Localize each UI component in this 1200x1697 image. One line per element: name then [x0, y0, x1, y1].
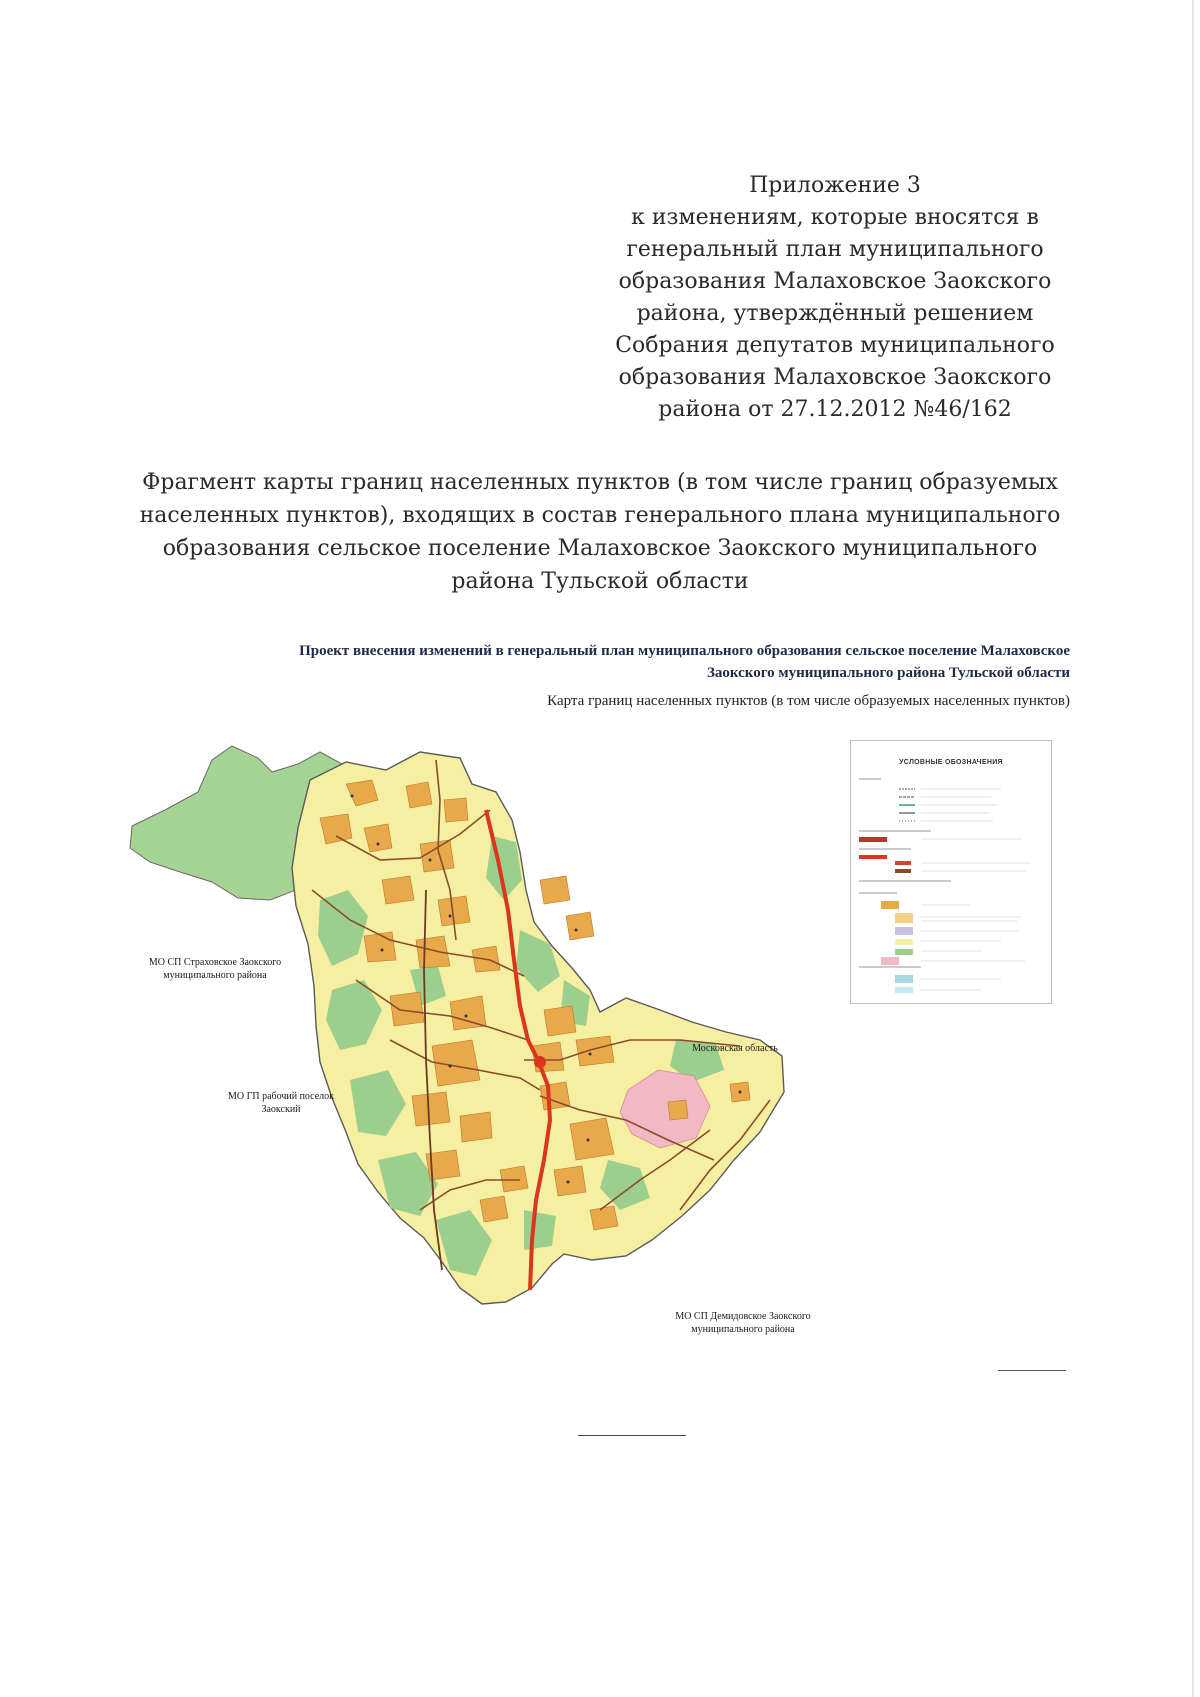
signature-dash	[998, 1370, 1066, 1371]
map-header	[150, 640, 1070, 712]
fragment-title-line: образования сельское поселение Малаховское Заокского муниципального	[162, 536, 1038, 561]
appendix-block	[595, 170, 1075, 426]
legend-graphics	[851, 741, 1051, 1003]
settlement	[668, 1100, 688, 1120]
forest-patch	[524, 1210, 556, 1250]
legend-swatch	[859, 855, 887, 859]
highway-junction	[534, 1056, 546, 1068]
settlement	[382, 876, 414, 904]
legend-swatch	[895, 975, 913, 983]
settlement	[412, 1092, 450, 1126]
settlement-marker	[465, 1015, 468, 1018]
closing-rule	[578, 1435, 686, 1436]
fragment-title	[110, 466, 1090, 598]
appendix-line: образования Малаховское Заокского	[618, 365, 1052, 390]
legend-swatch	[895, 869, 911, 873]
legend-swatch	[895, 927, 913, 935]
settlement	[390, 992, 424, 1026]
appendix-line: генеральный план муниципального	[626, 237, 1044, 262]
appendix-line: образования Малаховское Заокского	[618, 269, 1052, 294]
map-figure	[120, 740, 840, 1360]
label-demidovskoe: МО СП Демидовское Заокского муниципального района	[675, 1311, 811, 1335]
settlement	[570, 1118, 614, 1160]
appendix-line: района от 27.12.2012 №46/162	[658, 397, 1012, 422]
project-title-line-1: Проект внесения изменений в генеральный план муниципального образования сельское поселение Малаховское	[299, 643, 1070, 659]
appendix-line: Приложение 3	[749, 173, 921, 198]
settlement-marker	[377, 843, 380, 846]
appendix-line: Собрания депутатов муниципального	[615, 333, 1055, 358]
settlement	[566, 912, 594, 940]
appendix-line: к изменениям, которые вносятся в	[631, 205, 1039, 230]
settlement	[460, 1112, 492, 1142]
settlement-marker	[567, 1181, 570, 1184]
settlement	[540, 1082, 570, 1110]
fragment-title-line: Фрагмент карты границ населенных пунктов (в том числе границ образуемых	[142, 470, 1058, 495]
legend-description-lines	[921, 839, 1031, 990]
legend-swatch	[895, 949, 913, 955]
appendix-line: района, утверждённый решением	[636, 301, 1034, 326]
map-subtitle: Карта границ населенных пунктов (в том числе образуемых населенных пунктов)	[547, 693, 1070, 709]
settlement	[554, 1166, 586, 1196]
map-legend	[850, 740, 1052, 1004]
settlement-marker	[575, 929, 578, 932]
legend-title: УСЛОВНЫЕ ОБОЗНАЧЕНИЯ	[899, 759, 1003, 766]
settlement-marker	[587, 1139, 590, 1142]
legend-swatch	[895, 861, 911, 865]
settlement-marker	[351, 795, 354, 798]
label-moscow-region: Московская область	[692, 1043, 778, 1054]
settlement	[576, 1036, 614, 1066]
settlement	[364, 932, 396, 962]
legend-swatch	[881, 901, 899, 909]
settlement-marker	[381, 949, 384, 952]
scan-edge	[1192, 0, 1194, 1697]
settlement	[420, 840, 454, 872]
settlement-marker	[429, 859, 432, 862]
settlement-marker	[739, 1091, 742, 1094]
legend-line-rows	[899, 789, 1001, 821]
legend-swatch	[859, 837, 887, 842]
label-strahovskoe: МО СП Страховское Заокского муниципального района	[148, 957, 282, 981]
legend-swatch	[895, 987, 913, 993]
settlement-marker	[589, 1053, 592, 1056]
settlement	[500, 1166, 528, 1192]
fragment-title-line: населенных пунктов), входящих в состав генерального плана муниципального	[139, 503, 1061, 528]
label-zaoksky: МО ГП рабочий поселок Заокский	[227, 1091, 335, 1115]
settlement	[540, 876, 570, 904]
legend-swatch	[895, 913, 913, 923]
settlement	[480, 1196, 508, 1222]
settlement	[406, 782, 432, 808]
legend-swatch	[881, 957, 899, 965]
settlement	[444, 798, 468, 822]
fragment-title-line: района Тульской области	[451, 569, 749, 594]
settlement	[544, 1006, 576, 1036]
settlement-marker	[449, 1065, 452, 1068]
project-title-line-2: Заокского муниципального района Тульской области	[706, 665, 1070, 681]
legend-swatch	[895, 939, 913, 945]
settlement	[590, 1206, 618, 1230]
settlement-marker	[449, 915, 452, 918]
legend-swatches	[859, 837, 913, 993]
